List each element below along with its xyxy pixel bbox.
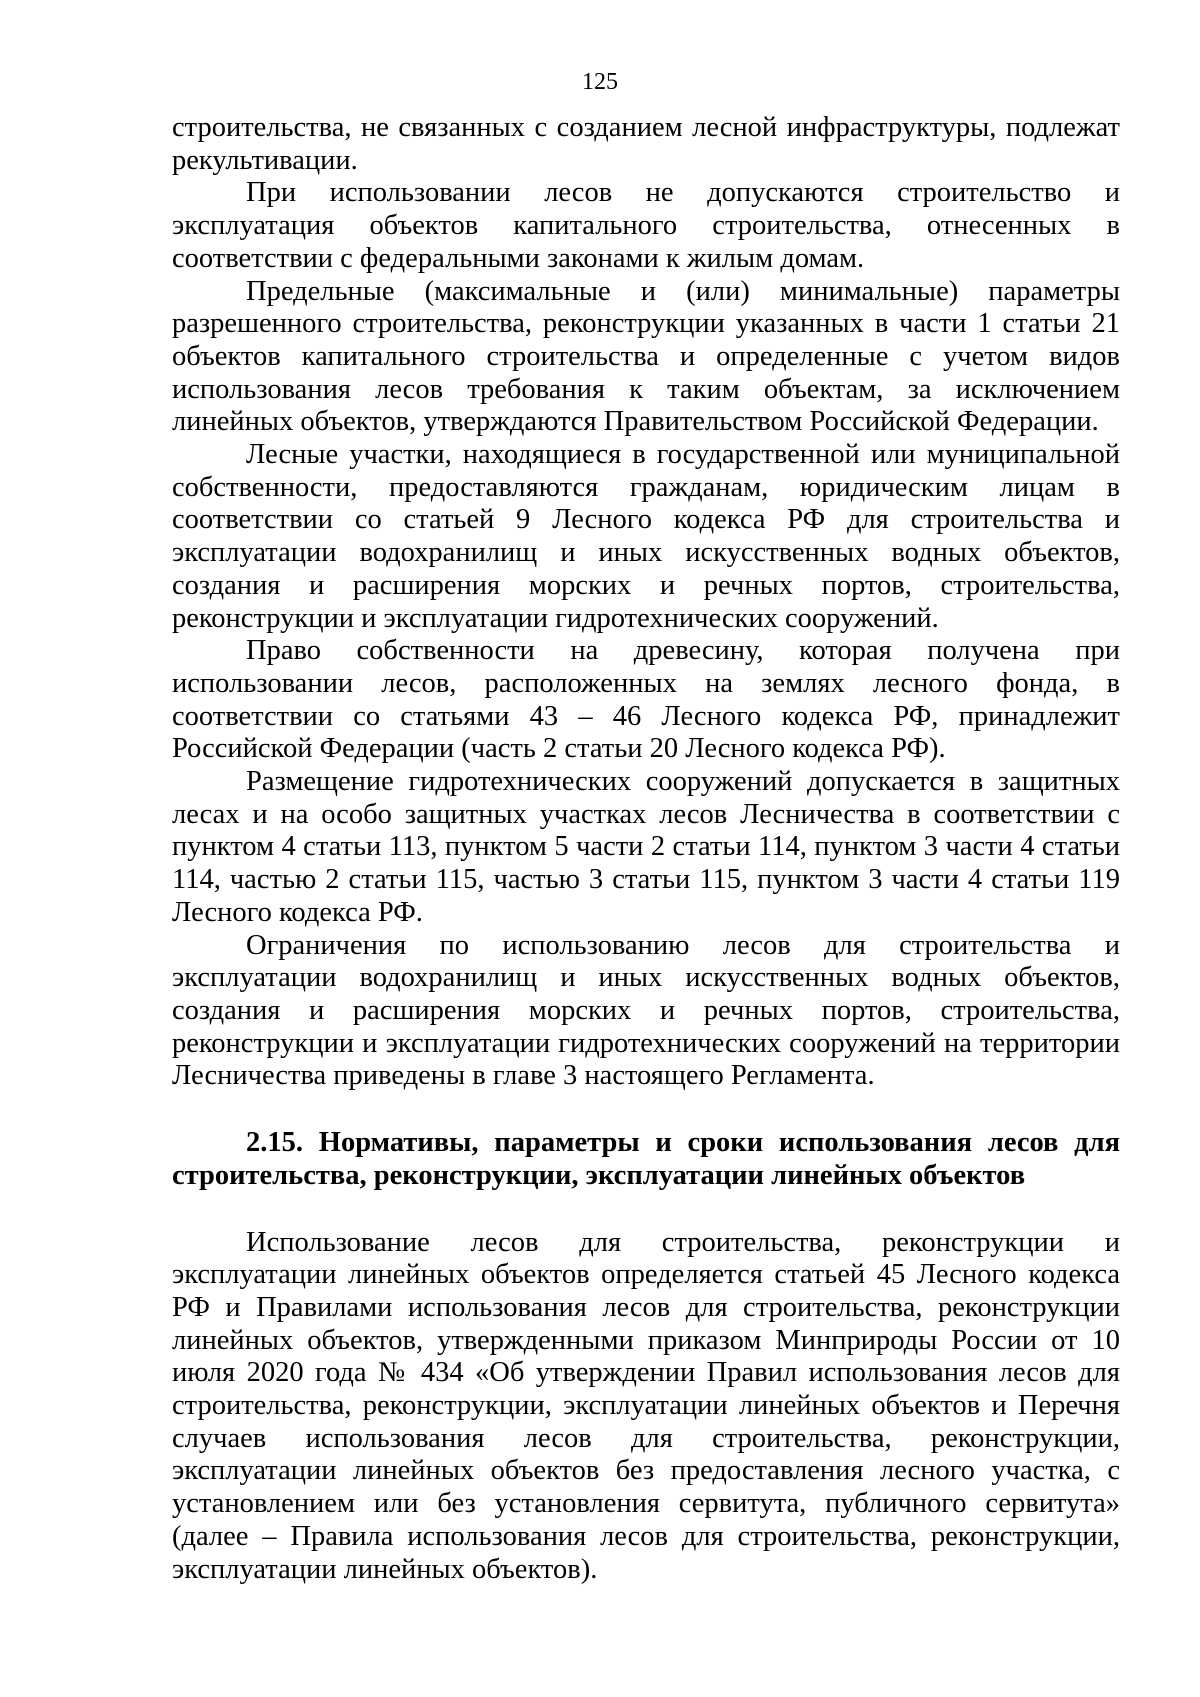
paragraph: Использование лесов для строительства, реконструкции и эксплуатации линейных объектов определяется статьей 45 Лесного кодекса РФ и Правилами использования лесов для строительства, реконструкции линейных объектов, утвержденными приказом Минприроды России от 10 июля 2020 года № 434 «Об утверждении Правил использования лесов для строительства, реконструкции, эксплуатации линейных объектов и Перечня случаев использования лесов для строительства, реконструкции, эксплуатации линейных объектов без предоставления лесного участка, с установлением или без установления сервитута, публичного сервитута» (далее – Правила использования лесов для строительства, реконструкции, эксплуатации линейных объектов).	[172, 1226, 1120, 1585]
paragraph: Размещение гидротехнических сооружений допускается в защитных лесах и на особо защитных участках лесов Лесничества в соответствии с пунктом 4 статьи 113, пунктом 5 части 2 статьи 114, пунктом 3 части 4 статьи 114, частью 2 статьи 115, частью 3 статьи 115, пунктом 3 части 4 статьи 119 Лесного кодекса РФ.	[172, 766, 1120, 928]
paragraph: строительства, не связанных с созданием лесной инфраструктуры, подлежат рекультивации.	[172, 112, 1120, 176]
page-number: 125	[582, 69, 618, 95]
section-heading: 2.15. Нормативы, параметры и сроки использования лесов для строительства, реконструкции, эксплуатации линейных объектов	[172, 1127, 1120, 1191]
paragraph: Ограничения по использованию лесов для строительства и эксплуатации водохранилищ и иных искусственных водных объектов, создания и расширения морских и речных портов, строительства, реконструкции и эксплуатации гидротехнических сооружений на территории Лесничества приведены в главе 3 настоящего Регламента.	[172, 929, 1120, 1092]
paragraph: При использовании лесов не допускаются строительство и эксплуатация объектов капитального строительства, отнесенных в соответствии с федеральными законами к жилым домам.	[172, 177, 1120, 274]
document-body	[172, 112, 1120, 1586]
paragraph: Предельные (максимальные и (или) минимальные) параметры разрешенного строительства, реконструкции указанных в части 1 статьи 21 объектов капитального строительства и определенные с учетом видов использования лесов требования к таким объектам, за исключением линейных объектов, утверждаются Правительством Российской Федерации.	[172, 275, 1120, 438]
paragraph: Лесные участки, находящиеся в государственной или муниципальной собственности, предоставляются гражданам, юридическим лицам в соответствии со статьей 9 Лесного кодекса РФ для строительства и эксплуатации водохранилищ и иных искусственных водных объектов, создания и расширения морских и речных портов, строительства, реконструкции и эксплуатации гидротехнических сооружений.	[172, 439, 1120, 634]
paragraph: Право собственности на древесину, которая получена при использовании лесов, расположенных на землях лесного фонда, в соответствии со статьями 43 – 46 Лесного кодекса РФ, принадлежит Российской Федерации (часть 2 статьи 20 Лесного кодекса РФ).	[172, 635, 1120, 765]
